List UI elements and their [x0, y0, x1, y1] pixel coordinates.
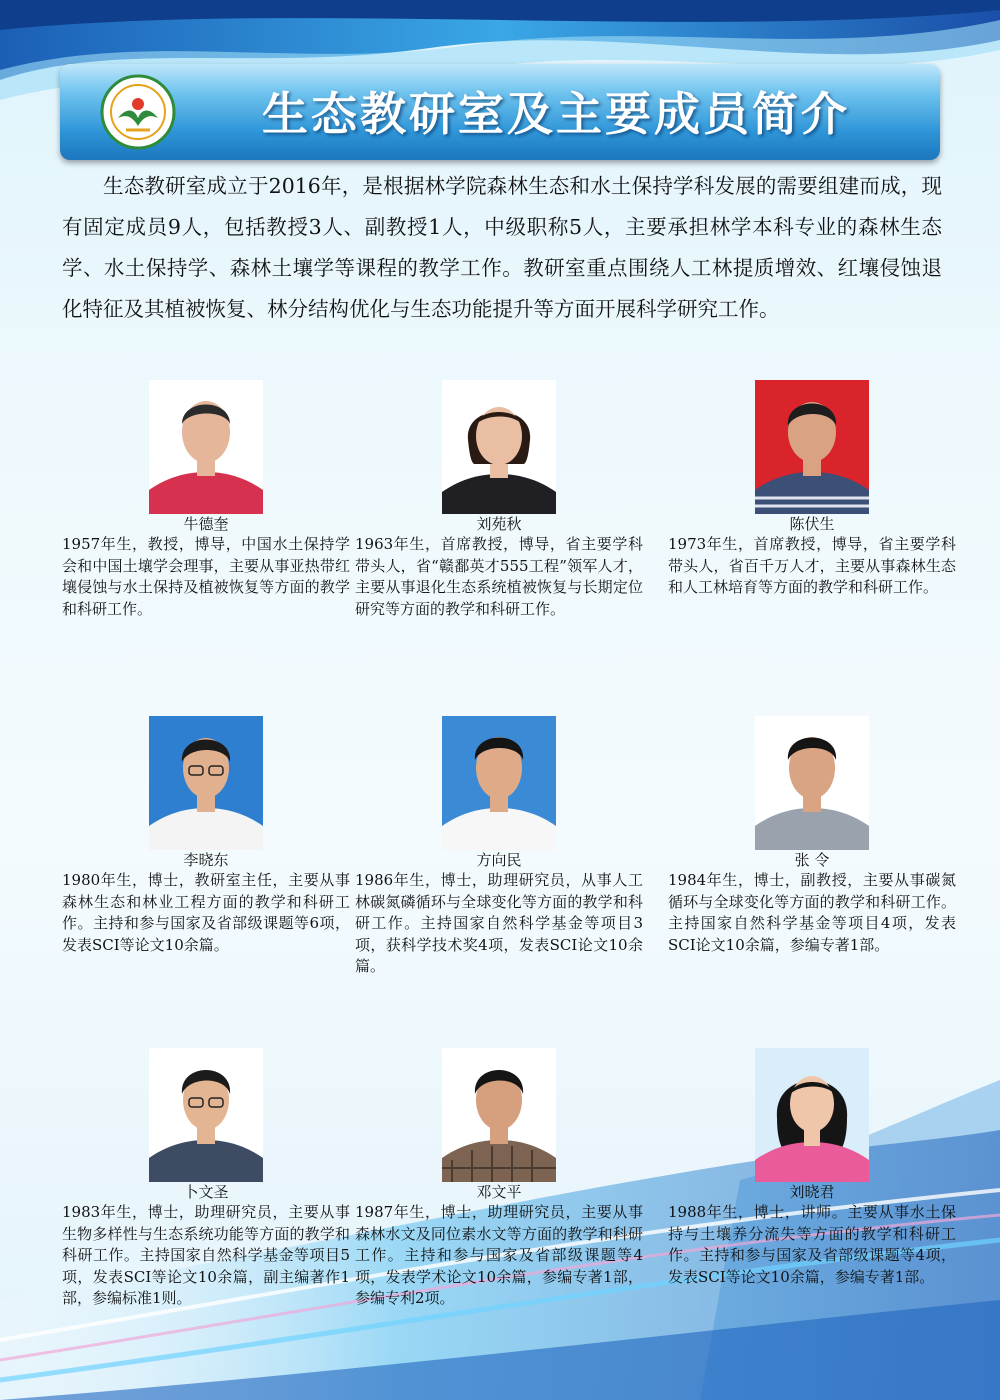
page-title: 生态教研室及主要成员简介	[262, 87, 850, 141]
member-card	[355, 716, 643, 978]
member-card	[62, 716, 350, 956]
member-photo	[755, 1048, 869, 1182]
member-name: 陈伏生	[789, 515, 835, 533]
member-card	[668, 716, 956, 956]
member-photo	[442, 716, 556, 850]
intro-paragraph: 生态教研室成立于2016年，是根据林学院森林生态和水土保持学科发展的需要组建而成，现有固定成员9人，包括教授3人、副教授1人，中级职称5人，主要承担林学本科专业的森林生态学、水土保持学、森林土壤学等课程的教学工作。教研室重点围绕人工林提质增效、红壤侵蚀退化特征及其植被恢复、林分结构优化与生态功能提升等方面开展科学研究工作。	[62, 174, 942, 321]
member-bio: 1980年生，博士，教研室主任，主要从事森林生态和林业工程方面的教学和科研工作。主持和参与国家及省部级课题等6项，发表SCI等论文10余篇。	[62, 871, 350, 954]
member-bio: 1988年生，博士，讲师。主要从事水土保持与土壤养分流失等方面的教学和科研工作。主持和参与国家及省部级课题等4项，发表SCI等论文10余篇，参编专著1部。	[668, 1203, 956, 1286]
member-card	[355, 1048, 643, 1310]
member-card	[668, 1048, 956, 1288]
member-photo	[149, 716, 263, 850]
member-bio: 1957年生，教授，博导，中国水土保持学会和中国土壤学会理事，主要从事亚热带红壤侵蚀与水土保持及植被恢复等方面的教学和科研工作。	[62, 535, 350, 618]
member-name: 李晓东	[183, 851, 229, 869]
member-name: 卜文圣	[183, 1183, 229, 1201]
member-photo	[149, 380, 263, 514]
member-bio: 1983年生，博士，助理研究员，主要从事生物多样性与生态系统功能等方面的教学和科研工作。主持国家自然科学基金等项目5项，发表SCI等论文10余篇，副主编著作1部，参编标准1则。	[62, 1203, 350, 1307]
member-photo	[755, 716, 869, 850]
member-card	[668, 380, 956, 599]
member-name: 刘苑秋	[476, 515, 522, 533]
member-name: 牛德奎	[183, 515, 229, 533]
member-name: 刘晓君	[789, 1183, 835, 1201]
member-card	[355, 380, 643, 620]
member-bio: 1987年生，博士，助理研究员，主要从事森林水文及同位素水文等方面的教学和科研工作。主持和参与国家及省部级课题等4项，发表学术论文10余篇，参编专著1部，参编专利2项。	[355, 1203, 643, 1307]
member-photo	[442, 380, 556, 514]
university-logo	[100, 74, 176, 150]
member-bio: 1973年生，首席教授，博导，省主要学科带头人，省百千万人才，主要从事森林生态和人工林培育等方面的教学和科研工作。	[668, 535, 956, 596]
member-bio: 1986年生，博士，助理研究员，从事人工林碳氮磷循环与全球变化等方面的教学和科研工作。主持国家自然科学基金等项目3项，获科学技术奖4项，发表SCI论文10余篇。	[355, 871, 643, 975]
member-photo	[442, 1048, 556, 1182]
member-name: 方向民	[476, 851, 522, 869]
member-photo	[755, 380, 869, 514]
member-name: 张 令	[794, 851, 830, 869]
member-bio: 1963年生，首席教授，博导，省主要学科带头人，省“赣鄱英才555工程”领军人才，主要从事退化生态系统植被恢复与长期定位研究等方面的教学和科研工作。	[355, 535, 643, 618]
member-bio: 1984年生，博士，副教授，主要从事碳氮循环与全球变化等方面的教学和科研工作。主持国家自然科学基金等项目4项，发表SCI论文10余篇，参编专著1部。	[668, 871, 956, 954]
member-card	[62, 380, 350, 620]
member-card	[62, 1048, 350, 1310]
member-photo	[149, 1048, 263, 1182]
member-name: 邓文平	[476, 1183, 522, 1201]
